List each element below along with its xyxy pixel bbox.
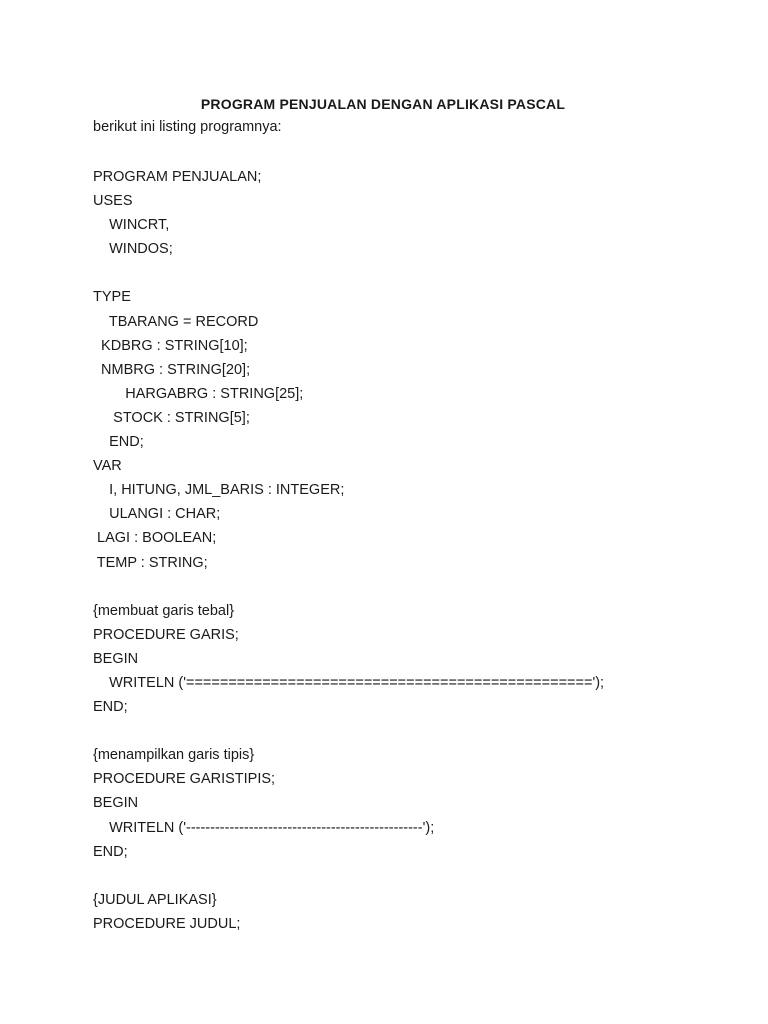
code-line: PROCEDURE JUDUL; bbox=[93, 915, 241, 932]
code-line: END; bbox=[93, 699, 128, 716]
code-line: BEGIN bbox=[93, 650, 139, 667]
code-line: USES bbox=[93, 193, 133, 210]
intro-text: berikut ini listing programnya: bbox=[93, 119, 282, 135]
code-line: TBARANG = RECORD bbox=[93, 313, 259, 330]
code-line bbox=[93, 261, 604, 285]
code-line: KDBRG : STRING[10]; bbox=[93, 337, 248, 354]
code-line: VAR bbox=[93, 458, 122, 475]
code-line: WINDOS; bbox=[93, 241, 173, 258]
code-listing bbox=[93, 165, 604, 936]
code-line bbox=[93, 719, 604, 743]
code-line: HARGABRG : STRING[25]; bbox=[93, 385, 304, 402]
code-line: TYPE bbox=[93, 289, 131, 306]
code-line: I, HITUNG, JML_BARIS : INTEGER; bbox=[93, 482, 345, 499]
code-line: WINCRT, bbox=[93, 217, 170, 234]
code-line: WRITELN ('-------------------------------------------------'); bbox=[93, 819, 435, 836]
code-line: BEGIN bbox=[93, 795, 139, 812]
code-line: WRITELN ('================================================'); bbox=[93, 674, 605, 691]
code-line: PROCEDURE GARIS; bbox=[93, 626, 239, 643]
code-line: END; bbox=[93, 434, 144, 451]
code-line: {JUDUL APLIKASI} bbox=[93, 891, 217, 908]
code-line: NMBRG : STRING[20]; bbox=[93, 361, 251, 378]
document-title: PROGRAM PENJUALAN DENGAN APLIKASI PASCAL bbox=[200, 96, 566, 112]
code-line: STOCK : STRING[5]; bbox=[93, 409, 250, 426]
code-line: END; bbox=[93, 843, 128, 860]
code-line: LAGI : BOOLEAN; bbox=[93, 530, 217, 547]
code-line: PROGRAM PENJUALAN; bbox=[93, 169, 262, 185]
code-line: TEMP : STRING; bbox=[93, 554, 208, 571]
code-line: {menampilkan garis tipis} bbox=[93, 747, 255, 764]
code-line: ULANGI : CHAR; bbox=[93, 506, 221, 523]
code-line: PROCEDURE GARISTIPIS; bbox=[93, 771, 276, 788]
code-line bbox=[93, 864, 604, 888]
code-line: {membuat garis tebal} bbox=[93, 602, 235, 619]
code-line bbox=[93, 575, 604, 599]
